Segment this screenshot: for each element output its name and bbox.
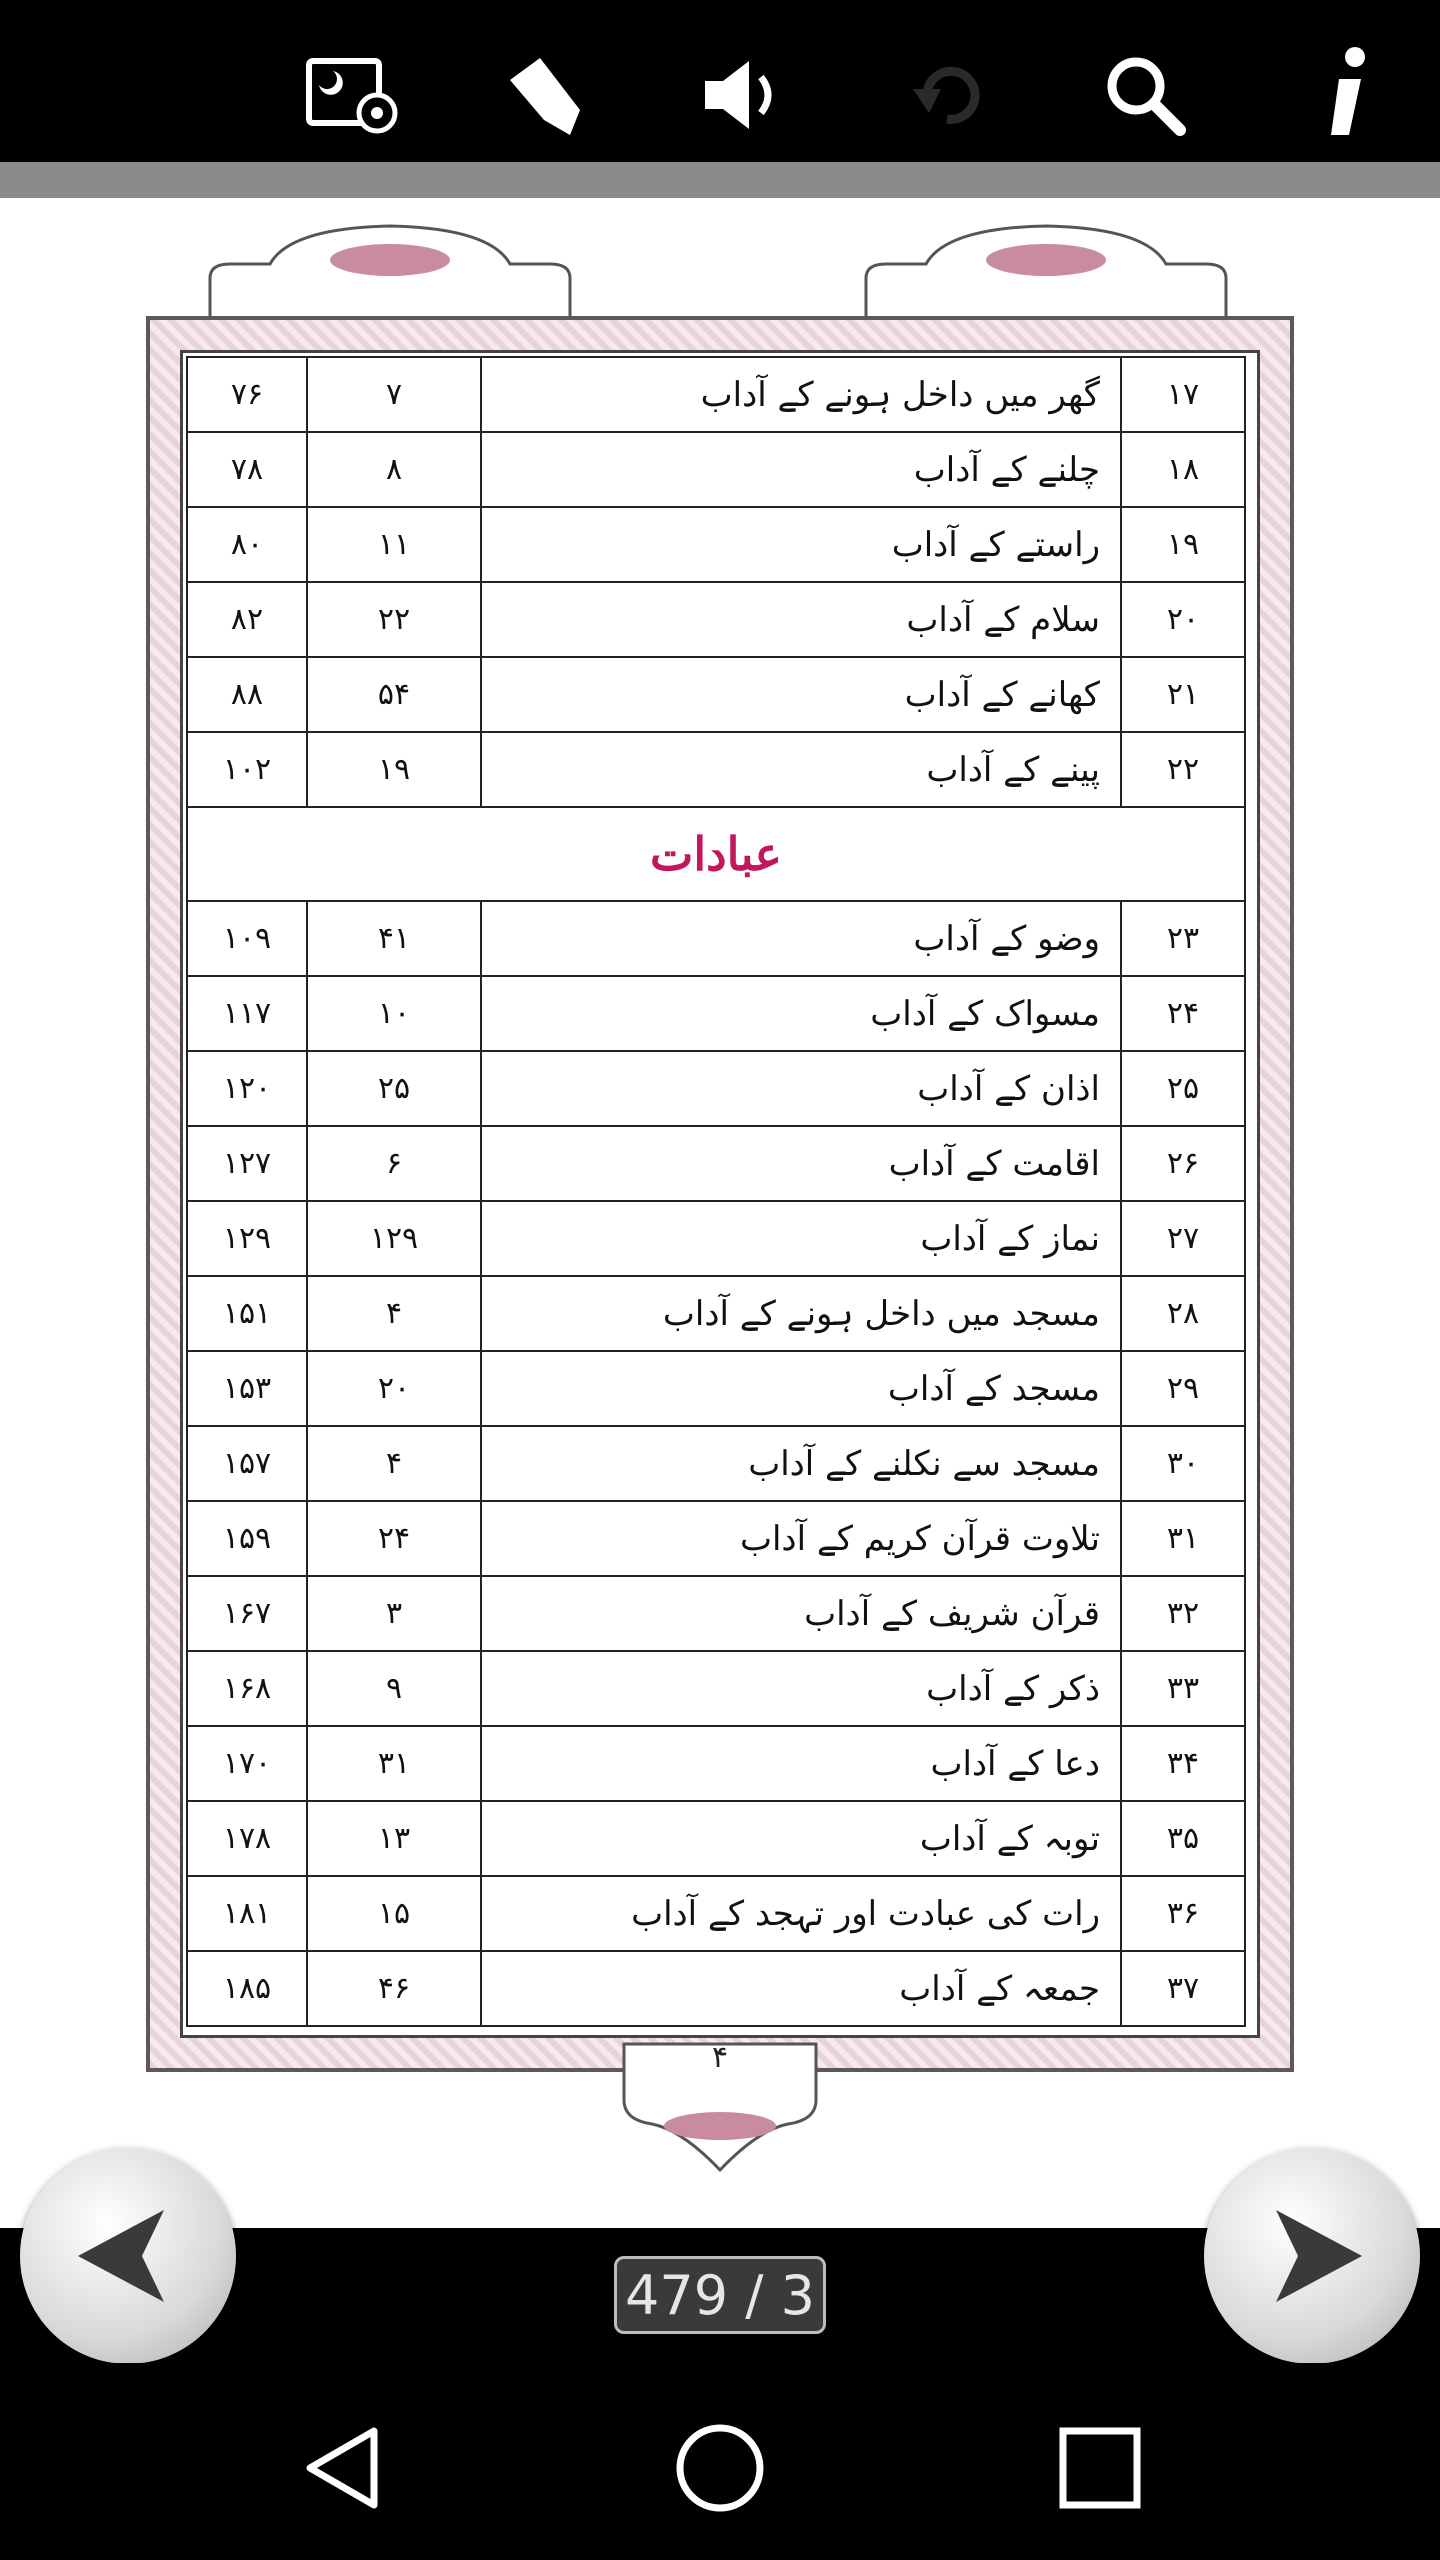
toc-index-cell: ۲۹ [1121,1351,1245,1426]
toc-title-cell: گھر میں داخل ہونے کے آداب [481,357,1121,432]
toc-index-cell: ۲۸ [1121,1276,1245,1351]
wallpaper-settings-icon [305,55,405,135]
book-page [0,198,1440,2228]
toc-page-cell: ۱۱۷ [187,976,307,1051]
toc-row[interactable] [187,1351,1245,1426]
volume-button[interactable] [692,40,802,150]
nav-back-button[interactable] [288,2413,398,2523]
page-counter-text: 479 / 3 [625,2263,815,2327]
toc-row[interactable] [187,582,1245,657]
toc-title-cell: وضو کے آداب [481,901,1121,976]
search-icon [1100,50,1190,140]
toc-page-cell: ۷۶ [187,357,307,432]
toc-row[interactable] [187,901,1245,976]
toc-count-cell: ۱۹ [307,732,481,807]
toc-index-cell: ۲۰ [1121,582,1245,657]
undo-icon [907,55,987,135]
bookmark-button[interactable] [490,40,600,150]
toc-count-cell: ۱۳ [307,1801,481,1876]
toc-count-cell: ۱۰ [307,976,481,1051]
previous-page-button[interactable] [20,2148,236,2364]
toc-page-cell: ۱۲۹ [187,1201,307,1276]
contents-table [186,356,1246,2027]
toc-count-cell: ۱۱ [307,507,481,582]
toc-page-cell: ۱۸۱ [187,1876,307,1951]
toc-title-cell: ذکر کے آداب [481,1651,1121,1726]
toc-page-cell: ۸۰ [187,507,307,582]
toc-page-cell: ۱۵۱ [187,1276,307,1351]
recents-square-icon [1055,2423,1145,2513]
toc-page-cell: ۱۷۸ [187,1801,307,1876]
arrow-left-icon [68,2196,188,2316]
next-page-button[interactable] [1204,2148,1420,2364]
toc-index-cell: ۳۲ [1121,1576,1245,1651]
toolbar-divider [0,162,1440,198]
toc-count-cell: ۱۵ [307,1876,481,1951]
volume-icon [697,55,797,135]
wallpaper-settings-button[interactable] [300,40,410,150]
toc-index-cell: ۳۰ [1121,1426,1245,1501]
toc-count-cell: ۲۵ [307,1051,481,1126]
toc-count-cell: ۲۰ [307,1351,481,1426]
toc-page-cell: ۷۸ [187,432,307,507]
toc-page-cell: ۱۵۳ [187,1351,307,1426]
toc-title-cell: تلاوت قرآن کریم کے آداب [481,1501,1121,1576]
arrow-right-icon [1252,2196,1372,2316]
nav-home-button[interactable] [665,2413,775,2523]
toc-title-cell: رات کی عبادت اور تہجد کے آداب [481,1876,1121,1951]
toc-count-cell: ۴۶ [307,1951,481,2026]
toc-page-cell: ۸۸ [187,657,307,732]
toc-title-cell: راستے کے آداب [481,507,1121,582]
toc-row[interactable] [187,1876,1245,1951]
toc-row[interactable] [187,1051,1245,1126]
toc-index-cell: ۱۸ [1121,432,1245,507]
toc-title-cell: اذان کے آداب [481,1051,1121,1126]
toc-count-cell: ۹ [307,1651,481,1726]
toc-index-cell: ۲۳ [1121,901,1245,976]
toc-row[interactable] [187,1201,1245,1276]
search-button[interactable] [1090,40,1200,150]
toc-index-cell: ۳۳ [1121,1651,1245,1726]
toc-page-cell: ۱۸۵ [187,1951,307,2026]
toc-count-cell: ۶ [307,1126,481,1201]
toc-row[interactable] [187,357,1245,432]
toc-index-cell: ۲۷ [1121,1201,1245,1276]
toc-count-cell: ۸ [307,432,481,507]
toc-row[interactable] [187,976,1245,1051]
toc-index-cell: ۱۹ [1121,507,1245,582]
toc-page-cell: ۱۶۸ [187,1651,307,1726]
toc-row[interactable] [187,1951,1245,2026]
toc-row[interactable] [187,1726,1245,1801]
toc-index-cell: ۱۷ [1121,357,1245,432]
toc-page-cell: ۸۲ [187,582,307,657]
toc-title-cell: قرآن شریف کے آداب [481,1576,1121,1651]
toc-row[interactable] [187,1576,1245,1651]
toc-title-cell: اقامت کے آداب [481,1126,1121,1201]
toc-title-cell: پینے کے آداب [481,732,1121,807]
page-border [146,316,1294,2072]
toc-index-cell: ۲۶ [1121,1126,1245,1201]
bookmark-icon [500,50,590,140]
top-toolbar [0,0,1440,162]
toc-row[interactable] [187,732,1245,807]
back-triangle-icon [298,2423,388,2513]
toc-title-cell: سلام کے آداب [481,582,1121,657]
toc-title-cell: دعا کے آداب [481,1726,1121,1801]
toc-count-cell: ۱۲۹ [307,1201,481,1276]
system-navigation-bar [0,2363,1440,2560]
toc-title-cell: مسواک کے آداب [481,976,1121,1051]
page-number-text: ۴ [711,2040,729,2075]
toc-page-cell: ۱۵۷ [187,1426,307,1501]
toc-title-cell: چلنے کے آداب [481,432,1121,507]
toc-row[interactable] [187,1651,1245,1726]
toc-title-cell: توبہ کے آداب [481,1801,1121,1876]
toc-row[interactable] [187,657,1245,732]
toc-title-cell: مسجد کے آداب [481,1351,1121,1426]
toc-row[interactable] [187,1126,1245,1201]
toc-row[interactable] [187,1501,1245,1576]
toc-index-cell: ۳۶ [1121,1876,1245,1951]
toc-row[interactable] [187,1801,1245,1876]
toc-count-cell: ۴ [307,1426,481,1501]
toc-count-cell: ۷ [307,357,481,432]
toc-index-cell: ۳۴ [1121,1726,1245,1801]
toc-page-cell: ۱۰۲ [187,732,307,807]
toc-index-cell: ۳۷ [1121,1951,1245,2026]
undo-button[interactable] [892,40,1002,150]
nav-recents-button[interactable] [1045,2413,1155,2523]
toc-page-cell: ۱۵۹ [187,1501,307,1576]
home-circle-icon [672,2420,768,2516]
toc-index-cell: ۲۱ [1121,657,1245,732]
section-heading: عبادات [187,807,1245,901]
info-button[interactable] [1292,40,1402,150]
toc-title-cell: مسجد میں داخل ہونے کے آداب [481,1276,1121,1351]
toc-page-cell: ۱۲۰ [187,1051,307,1126]
toc-count-cell: ۴۱ [307,901,481,976]
page-counter[interactable] [614,2256,826,2334]
toc-count-cell: ۳ [307,1576,481,1651]
toc-count-cell: ۲۲ [307,582,481,657]
toc-row[interactable] [187,507,1245,582]
toc-count-cell: ۴ [307,1276,481,1351]
toc-page-cell: ۱۷۰ [187,1726,307,1801]
toc-count-cell: ۲۴ [307,1501,481,1576]
toc-title-cell: مسجد سے نکلنے کے آداب [481,1426,1121,1501]
toc-page-cell: ۱۰۹ [187,901,307,976]
toc-section-row [187,807,1245,901]
toc-title-cell: جمعہ کے آداب [481,1951,1121,2026]
toc-count-cell: ۵۴ [307,657,481,732]
toc-index-cell: ۳۱ [1121,1501,1245,1576]
page-number-mark [670,2040,770,2130]
toc-page-cell: ۱۶۷ [187,1576,307,1651]
toc-page-cell: ۱۲۷ [187,1126,307,1201]
toc-index-cell: ۳۵ [1121,1801,1245,1876]
info-icon [1317,45,1377,145]
toc-index-cell: ۲۵ [1121,1051,1245,1126]
toc-index-cell: ۲۴ [1121,976,1245,1051]
toc-title-cell: کھانے کے آداب [481,657,1121,732]
toc-row[interactable] [187,1276,1245,1351]
toc-title-cell: نماز کے آداب [481,1201,1121,1276]
toc-row[interactable] [187,1426,1245,1501]
toc-index-cell: ۲۲ [1121,732,1245,807]
toc-row[interactable] [187,432,1245,507]
toc-count-cell: ۳۱ [307,1726,481,1801]
